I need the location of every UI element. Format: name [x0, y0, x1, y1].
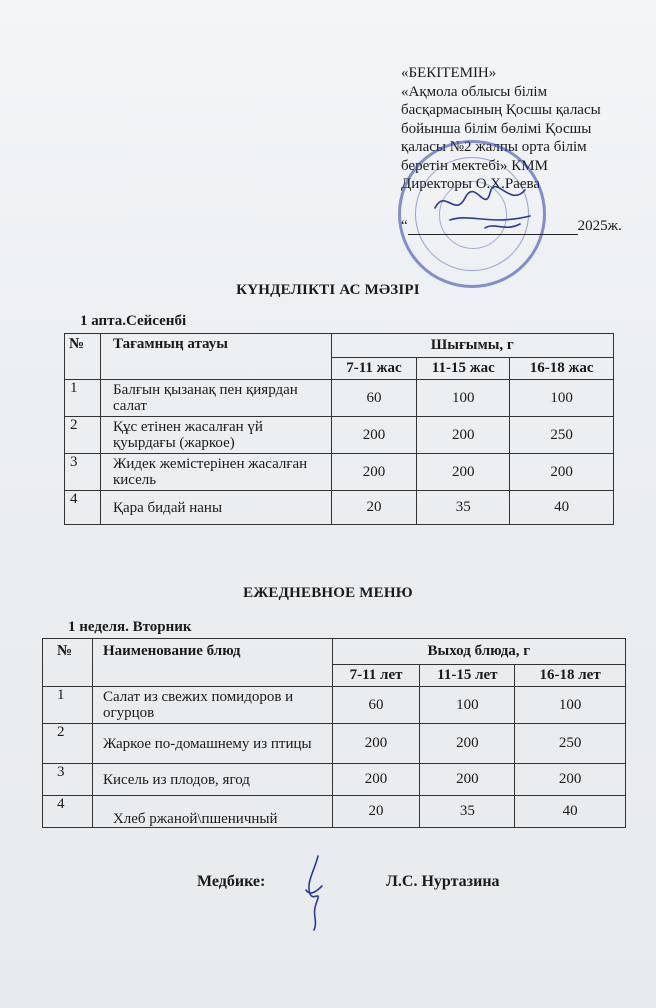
table-row	[65, 380, 614, 417]
row-number: 4	[65, 491, 101, 525]
row-number: 2	[65, 417, 101, 454]
portion-value: 200	[332, 764, 420, 796]
row-number: 1	[65, 380, 101, 417]
row-number: 3	[43, 764, 93, 796]
portion-value: 60	[332, 687, 420, 724]
table-row	[43, 796, 626, 828]
portion-value: 200	[510, 454, 614, 491]
signer-role: Медбике:	[197, 873, 266, 890]
nurse-signature	[296, 852, 336, 932]
table-row	[43, 764, 626, 796]
menu-ru-subtitle: 1 неделя. Вторник	[68, 619, 192, 635]
date-blank	[408, 220, 578, 235]
approval-line: Директоры О.Х.Раева	[401, 176, 541, 192]
portion-value: 35	[420, 796, 515, 828]
portion-value: 200	[417, 417, 510, 454]
portion-value: 100	[417, 380, 510, 417]
portion-value: 100	[510, 380, 614, 417]
portion-value: 20	[332, 796, 420, 828]
portion-value: 35	[417, 491, 510, 525]
dish-name: Балғын қызанақ пен қиярдан салат	[100, 380, 331, 417]
age-header: 11-15 лет	[420, 665, 515, 687]
portion-value: 40	[510, 491, 614, 525]
menu-kz-table	[64, 333, 614, 525]
table-row	[65, 417, 614, 454]
portion-value: 250	[510, 417, 614, 454]
table-row	[65, 454, 614, 491]
dish-name: Хлеб ржаной\пшеничный	[92, 796, 332, 828]
portion-value: 100	[420, 687, 515, 724]
portion-value: 200	[417, 454, 510, 491]
portion-value: 200	[331, 417, 417, 454]
signer-name: Л.С. Нуртазина	[386, 873, 500, 890]
portion-value: 200	[515, 764, 626, 796]
approval-line: бойынша білім бөлімі Қосшы	[401, 120, 592, 137]
age-header: 16-18 жас	[510, 358, 614, 380]
age-header: 7-11 лет	[332, 665, 420, 687]
portion-value: 60	[331, 380, 417, 417]
approval-line: «БЕКІТЕМІН»	[401, 65, 497, 81]
row-number: 3	[65, 454, 101, 491]
col-no-header: №	[65, 334, 101, 380]
col-output-header: Выход блюда, г	[332, 639, 625, 665]
menu-kz-title: КҮНДЕЛІКТІ АС МӘЗІРІ	[236, 282, 420, 298]
col-output-header: Шығымы, г	[331, 334, 613, 358]
dish-name: Жидек жемістерінен жасалған кисель	[100, 454, 331, 491]
portion-value: 250	[515, 724, 626, 764]
dish-name: Құс етінен жасалған үй қуырдағы (жаркое)	[100, 417, 331, 454]
dish-name: Салат из свежих помидоров и огурцов	[92, 687, 332, 724]
approval-line: басқармасының Қосшы қаласы	[401, 102, 601, 118]
dish-name: Кисель из плодов, ягод	[92, 764, 332, 796]
menu-kz-subtitle: 1 апта.Сейсенбі	[80, 313, 187, 329]
approval-date: “ 2025ж.	[401, 218, 622, 234]
table-row	[43, 687, 626, 724]
portion-value: 40	[515, 796, 626, 828]
approval-line: беретін мектебі» КММ	[401, 157, 548, 174]
table-row	[43, 724, 626, 764]
row-number: 1	[43, 687, 93, 724]
portion-value: 200	[420, 764, 515, 796]
age-header: 16-18 лет	[515, 665, 626, 687]
portion-value: 200	[331, 454, 417, 491]
row-number: 4	[43, 796, 93, 828]
col-no-header: №	[43, 639, 93, 687]
approval-line: қаласы №2 жалпы орта білім	[401, 139, 587, 155]
col-name-header: Тағамның атауы	[100, 334, 331, 380]
portion-value: 200	[332, 724, 420, 764]
menu-ru-title: ЕЖЕДНЕВНОЕ МЕНЮ	[243, 585, 413, 601]
approval-line: «Ақмола облысы білім	[401, 83, 548, 100]
age-header: 11-15 жас	[417, 358, 510, 380]
portion-value: 200	[420, 724, 515, 764]
col-name-header: Наименование блюд	[92, 639, 332, 687]
table-row	[65, 491, 614, 525]
portion-value: 20	[331, 491, 417, 525]
dish-name: Жаркое по-домашнему из птицы	[92, 724, 332, 764]
dish-name: Қара бидай наны	[100, 491, 331, 525]
age-header: 7-11 жас	[331, 358, 417, 380]
portion-value: 100	[515, 687, 626, 724]
row-number: 2	[43, 724, 93, 764]
menu-ru-table	[42, 638, 626, 828]
